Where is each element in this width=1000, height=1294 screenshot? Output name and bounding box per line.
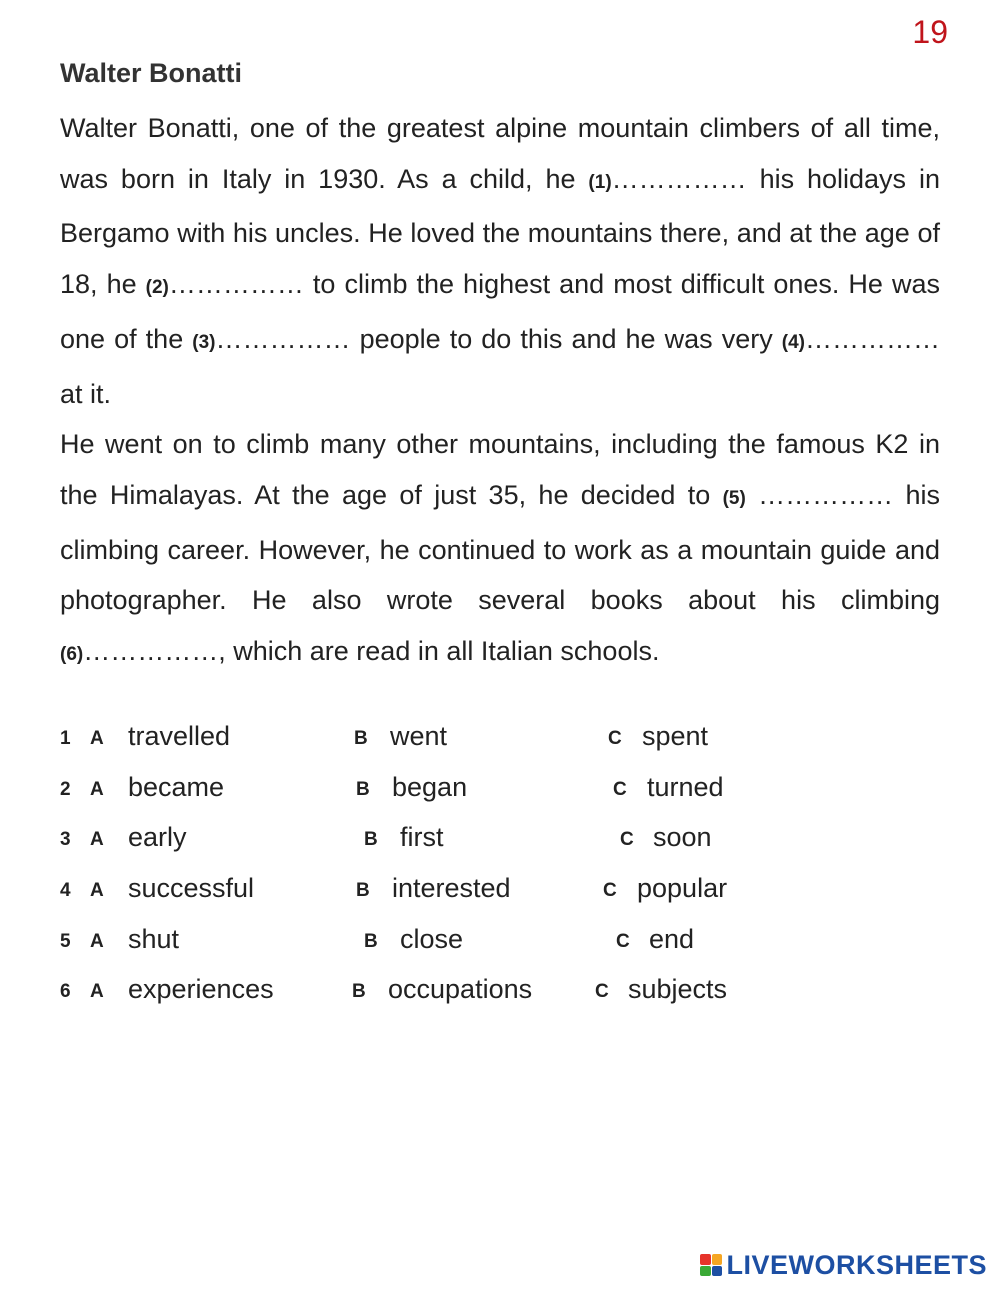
option-a[interactable]: shut <box>128 923 180 954</box>
logo-tile <box>700 1266 711 1277</box>
passage-text: …………… at it. <box>60 323 941 409</box>
option-letter-a: A <box>90 981 104 1003</box>
option-c[interactable]: spent <box>642 721 709 751</box>
logo-tile <box>712 1266 723 1277</box>
option-letter-c: C <box>595 981 609 1003</box>
question-row-6 <box>60 967 780 1018</box>
option-letter-b: B <box>356 880 370 902</box>
answer-options <box>60 714 780 1018</box>
passage-text: He went on to climb many other mountains, including the famous K2 in the Himalayas. At the age of just 35, he decided to <box>60 429 940 510</box>
option-c[interactable]: soon <box>653 822 712 853</box>
paragraph-2 <box>60 419 940 681</box>
option-b[interactable]: occupations <box>388 974 533 1005</box>
option-a[interactable]: early <box>128 822 187 853</box>
option-letter-a: A <box>90 778 104 800</box>
reading-passage <box>60 103 940 681</box>
question-row-3 <box>60 815 780 866</box>
paragraph-1 <box>60 103 940 419</box>
option-letter-c: C <box>620 829 634 851</box>
question-row-4 <box>60 866 780 917</box>
option-letter-b: B <box>352 981 366 1003</box>
logo-tile <box>712 1254 723 1265</box>
option-a[interactable]: travelled <box>128 721 231 751</box>
option-letter-c: C <box>616 930 630 952</box>
logo-text: LIVEWORKSHEETS <box>726 1249 987 1280</box>
option-c[interactable]: popular <box>637 873 728 904</box>
option-letter-c: C <box>613 778 627 800</box>
option-letter-b: B <box>354 728 368 749</box>
question-number: 3 <box>60 829 71 851</box>
option-c[interactable]: turned <box>647 771 724 802</box>
question-row-1 <box>60 714 780 765</box>
option-a[interactable]: became <box>128 771 225 802</box>
gap-number-4: (4) <box>781 331 806 353</box>
option-letter-c: C <box>603 880 617 902</box>
liveworksheets-logo-icon <box>700 1254 722 1276</box>
page-number: 19 <box>912 14 948 50</box>
option-letter-b: B <box>364 829 378 851</box>
question-row-2 <box>60 765 780 816</box>
passage-text: ……………, which are read in all Italian schools. <box>83 636 660 667</box>
gap-number-5: (5) <box>722 487 746 509</box>
option-letter-b: B <box>364 930 378 952</box>
gap-number-3: (3) <box>192 331 216 353</box>
option-letter-a: A <box>90 930 104 952</box>
question-row-5 <box>60 917 780 968</box>
option-a[interactable]: successful <box>128 873 255 904</box>
option-letter-b: B <box>356 778 370 800</box>
question-number: 6 <box>60 981 71 1003</box>
option-letter-a: A <box>90 728 104 749</box>
option-c[interactable]: subjects <box>628 974 728 1005</box>
question-number: 5 <box>60 930 71 952</box>
liveworksheets-logo <box>700 1250 987 1280</box>
gap-number-2: (2) <box>145 277 169 299</box>
gap-number-1: (1) <box>588 171 612 193</box>
option-letter-a: A <box>90 829 104 851</box>
option-b[interactable]: close <box>400 923 464 954</box>
question-number: 4 <box>60 880 71 902</box>
option-b[interactable]: interested <box>392 873 511 904</box>
option-letter-c: C <box>608 728 622 749</box>
passage-title: Walter Bonatti <box>60 58 242 88</box>
option-letter-a: A <box>90 880 104 902</box>
option-b[interactable]: began <box>392 771 468 802</box>
passage-text: …………… people to do this and he was very <box>215 323 782 354</box>
question-number: 2 <box>60 778 71 800</box>
passage-text: …………… his holidays in Bergamo with his uncles. He loved the mountains there, and at the age of 18, he <box>60 163 940 300</box>
question-number: 1 <box>60 728 71 749</box>
passage-text: Walter Bonatti, one of the greatest alpine mountain climbers of all time, was born in Italy in 1930. As a child, he <box>60 113 940 194</box>
passage-text: …………… to climb the highest and most difficult ones. He was one of the <box>60 269 940 354</box>
gap-number-6: (6) <box>60 644 84 666</box>
logo-tile <box>700 1254 711 1265</box>
option-b[interactable]: first <box>400 822 444 853</box>
option-c[interactable]: end <box>649 923 695 954</box>
option-a[interactable]: experiences <box>128 974 274 1005</box>
option-b[interactable]: went <box>390 721 448 751</box>
passage-text: …………… his climbing career. However, he continued to work as a mountain guide and photographer. He also wrote several books about his climbing <box>60 479 940 616</box>
